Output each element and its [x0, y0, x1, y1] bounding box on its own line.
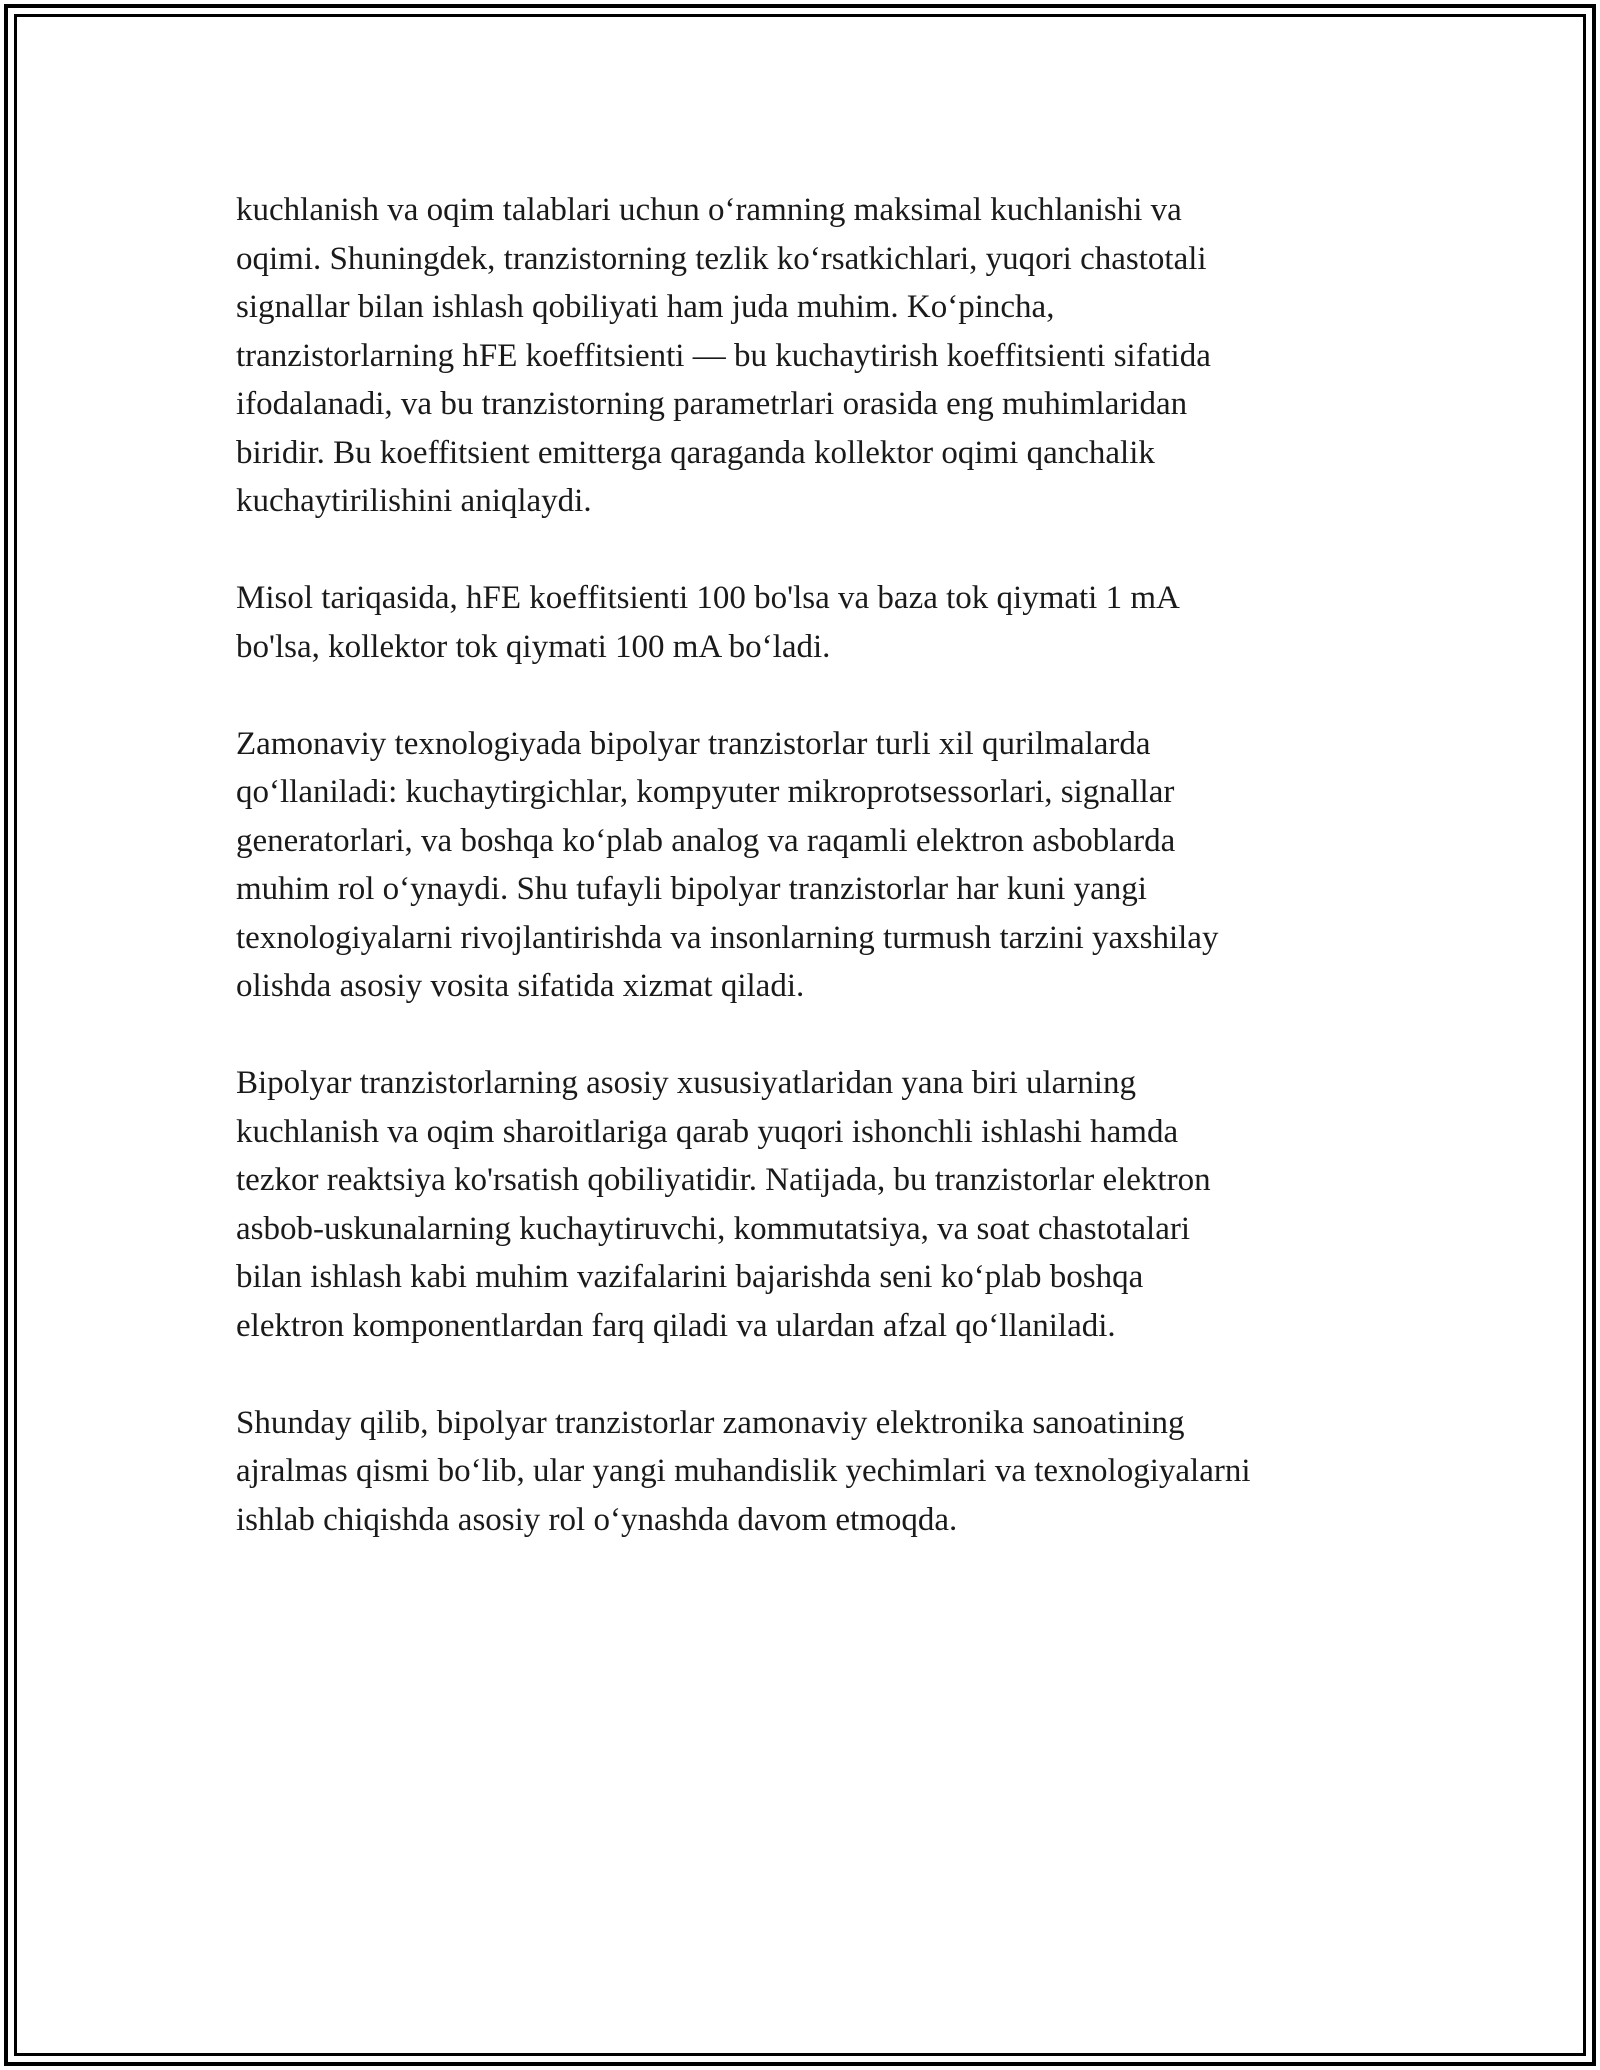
text-line: oqimi. Shuningdek, tranzistorning tezlik ko‘rsatkichlari, yuqori chastotali — [236, 240, 1207, 277]
text-line: qo‘llaniladi: kuchaytirgichlar, kompyuter mikroprotsessorlari, signallar — [236, 774, 1175, 810]
text-line: muhim rol o‘ynaydi. Shu tufayli bipolyar tranzistorlar har kuni yangi — [236, 871, 1147, 907]
text-line: bo'lsa, kollektor tok qiymati 100 mA bo‘ladi. — [236, 628, 831, 665]
text-line: tezkor reaktsiya ko'rsatish qobiliyatidir. Natijada, bu tranzistorlar elektron — [236, 1162, 1211, 1198]
text-line: Bipolyar tranzistorlarning asosiy xususiyatlaridan yana biri ularning — [236, 1065, 1136, 1101]
paragraph-hfe-coefficient — [236, 186, 1396, 526]
text-line: tranzistorlarning hFE koeffitsienti — bu kuchaytirish koeffitsienti sifatida — [236, 337, 1211, 374]
paragraph-modern-applications — [236, 720, 1396, 1011]
text-line: kuchlanish va oqim talablari uchun o‘ramning maksimal kuchlanishi va — [236, 192, 1182, 228]
text-line: generatorlari, va boshqa ko‘plab analog va raqamli elektron asboblarda — [236, 822, 1176, 859]
text-line: kuchlanish va oqim sharoitlariga qarab yuqori ishonchli ishlashi hamda — [236, 1113, 1179, 1150]
text-line: biridir. Bu koeffitsient emitterga qaraganda kollektor oqimi qanchalik — [236, 434, 1155, 471]
text-line: asbob-uskunalarning kuchaytiruvchi, kommutatsiya, va soat chastotalari — [236, 1210, 1191, 1247]
text-line: olishda asosiy vosita sifatida xizmat qiladi. — [236, 968, 805, 1004]
text-line: signallar bilan ishlash qobiliyati ham juda muhim. Ko‘pincha, — [236, 289, 1055, 325]
text-line: texnologiyalarni rivojlantirishda va insonlarning turmush tarzini yaxshilay — [236, 919, 1219, 956]
paragraph-key-properties — [236, 1059, 1396, 1350]
text-line: kuchaytirilishini aniqlaydi. — [236, 483, 592, 519]
text-line: ajralmas qismi bo‘lib, ular yangi muhandislik yechimlari va texnologiyalarni — [236, 1453, 1251, 1489]
paragraph-example — [236, 574, 1396, 671]
text-line: ifodalanadi, va bu tranzistorning parametrlari orasida eng muhimlaridan — [236, 386, 1188, 422]
text-line: Shunday qilib, bipolyar tranzistorlar zamonaviy elektronika sanoatining — [236, 1404, 1185, 1441]
text-line: ishlab chiqishda asosiy rol o‘ynashda davom etmoqda. — [236, 1501, 958, 1538]
paragraph-conclusion — [236, 1399, 1396, 1545]
text-line: elektron komponentlardan farq qiladi va ulardan afzal qo‘llaniladi. — [236, 1307, 1116, 1344]
document-body — [236, 186, 1396, 1593]
text-line: Zamonaviy texnologiyada bipolyar tranzistorlar turli xil qurilmalarda — [236, 725, 1151, 762]
text-line: bilan ishlash kabi muhim vazifalarini bajarishda seni ko‘plab boshqa — [236, 1259, 1144, 1295]
text-line: Misol tariqasida, hFE koeffitsienti 100 bo'lsa va baza tok qiymati 1 mA — [236, 580, 1180, 616]
